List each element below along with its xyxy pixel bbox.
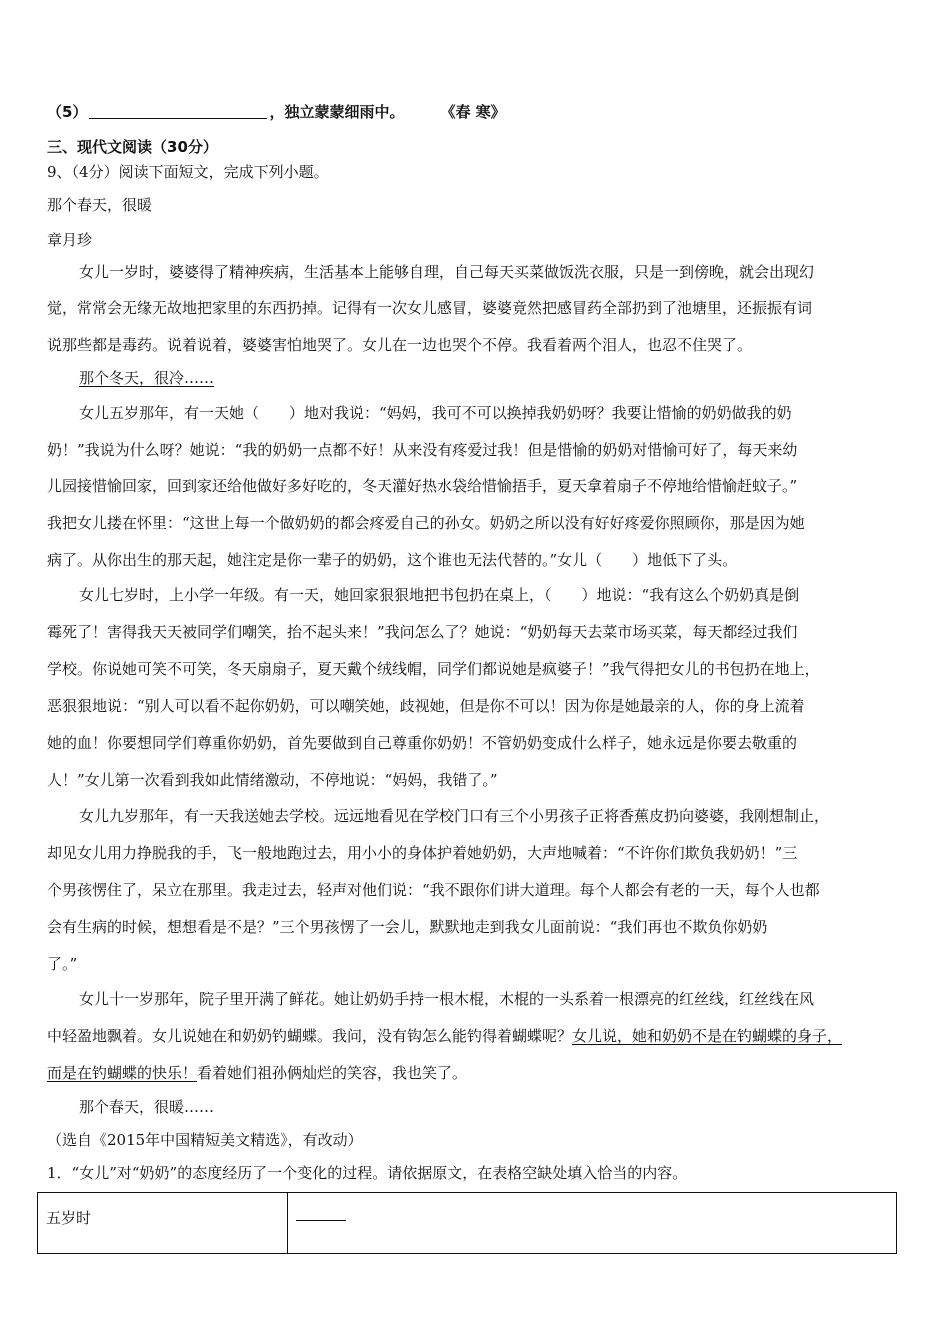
underlined-segment: 女儿说，她和奶奶不是在钓蝴蝶的身子， xyxy=(572,1027,843,1045)
question-9: 9、（4分）阅读下面短文，完成下列小题。 xyxy=(47,163,329,181)
text-line: 儿园接惜愉回家，回到家还给他做好多好吃的，冬天灌好热水袋给惜愉捂手，夏天拿着扇子不停地给惜愉赶蚊子。” xyxy=(47,477,798,495)
text-line: 了。” xyxy=(47,955,78,973)
text-line: 女儿五岁那年，有一天她（ ）地对我说：“妈妈，我可不可以换掉我奶奶呀？我要让惜愉的奶奶做我的奶 xyxy=(79,404,792,422)
q5-number: （5） xyxy=(47,103,88,121)
text-line: 我把女儿搂在怀里：“这世上每一个做奶奶的都会疼爱自己的孙女。奶奶之所以没有好好疼爱你照顾你，那是因为她 xyxy=(47,514,805,532)
text-line: 她的血！你要想同学们尊重你奶奶，首先要做到自己尊重你奶奶！不管奶奶变成什么样子，她永远是你要去敬重的 xyxy=(47,734,798,752)
text-line: 学校。你说她可笑不可笑，冬天扇扇子，夏天戴个绒线帽，同学们都说她是疯婆子！”我气得把女儿的书包扔在地上， xyxy=(47,660,820,678)
text-line: 霉死了！害得我天天被同学们嘲笑，抬不起头来！”我问怎么了？她说：“奶奶每天去菜市场买菜，每天都经过我们 xyxy=(47,623,798,641)
text-line: 人！”女儿第一次看到我如此情绪激动，不停地说：“妈妈，我错了。” xyxy=(47,771,498,789)
text-line: 个男孩愣住了，呆立在那里。我走过去，轻声对他们说：“我不跟你们讲大道理。每个人都会有老的一天，每个人也都 xyxy=(47,881,820,899)
text-line: 却见女儿用力挣脱我的手，飞一般地跑过去，用小小的身体护着她奶奶，大声地喊着：“不许你们欺负我奶奶！”三 xyxy=(47,844,798,862)
underlined-line: 那个冬天，很冷…… xyxy=(79,369,215,387)
text-line: 女儿十一岁那年，院子里开满了鲜花。她让奶奶手持一根木棍，木棍的一头系着一根漂亮的红丝线，红丝线在风 xyxy=(79,990,815,1008)
answer-cell[interactable] xyxy=(288,1193,897,1254)
text-line: 会有生病的时候，想想看是不是？”三个男孩愣了一会儿，默默地走到我女儿面前说：“我们再也不欺负你奶奶 xyxy=(47,918,768,936)
text-segment: 看着她们祖孙俩灿烂的笑容，我也笑了。 xyxy=(197,1064,468,1082)
text-line: 恶狠狠地说：“别人可以看不起你奶奶，可以嘲笑她，歧视她，但是你不可以！因为你是她最亲的人，你的身上流着 xyxy=(47,697,805,715)
q5-source: 《春 寒》 xyxy=(440,103,506,121)
text-line: 女儿七岁时，上小学一年级。有一天，她回家狠狠地把书包扔在桌上，（ ）地说：“我有这么个奶奶真是倒 xyxy=(79,586,800,604)
row-label: 五岁时 xyxy=(38,1193,288,1254)
answer-blank[interactable] xyxy=(296,1208,346,1221)
table-row xyxy=(38,1193,897,1254)
underlined-segment: 而是在钓蝴蝶的快乐！ xyxy=(47,1064,198,1082)
answer-table xyxy=(37,1192,897,1254)
q5-text: ，独立蒙蒙细雨中。 xyxy=(269,103,405,121)
text-line: 女儿九岁那年，有一天我送她去学校。远远地看见在学校门口有三个小男孩子正将香蕉皮扔向婆婆，我刚想制止， xyxy=(79,807,830,825)
sub-question-1: 1．“女儿”对“奶奶”的态度经历了一个变化的过程。请依据原文，在表格空缺处填入恰当的内容。 xyxy=(47,1164,688,1182)
text-segment: 中轻盈地飘着。女儿说她在和奶奶钓蝴蝶。我问，没有钩怎么能钓得着蝴蝶呢？ xyxy=(47,1027,573,1045)
q5-line xyxy=(47,102,506,122)
text-line: 觉，常常会无缘无故地把家里的东西扔掉。记得有一次女儿感冒，婆婆竟然把感冒药全部扔到了池塘里，还振振有词 xyxy=(47,299,813,317)
text-line-mixed xyxy=(47,1063,467,1083)
article-title: 那个春天，很暖 xyxy=(47,196,153,214)
text-line: 病了。从你出生的那天起，她注定是你一辈子的奶奶，这个谁也无法代替的。”女儿（ ）地低下了头。 xyxy=(47,551,738,569)
section-heading: 三、现代文阅读（30分） xyxy=(47,138,218,156)
closing-line: 那个春天，很暖…… xyxy=(79,1098,215,1116)
text-line: 奶！”我说为什么呀？她说：“我的奶奶一点都不好！从来没有疼爱过我！但是惜愉的奶奶对惜愉可好了，每天来幼 xyxy=(47,441,798,459)
text-line: 说那些都是毒药。说着说着，婆婆害怕地哭了。女儿在一边也哭个不停。我看着两个泪人，也忍不住哭了。 xyxy=(47,336,753,354)
answer-blank[interactable] xyxy=(89,103,267,119)
text-line-mixed xyxy=(47,1026,842,1046)
source-note: （选自《2015年中国精短美文精选》，有改动） xyxy=(47,1131,363,1149)
text-line: 女儿一岁时，婆婆得了精神疾病，生活基本上能够自理，自己每天买菜做饭洗衣服，只是一到傍晚，就会出现幻 xyxy=(79,263,815,281)
article-author: 章月珍 xyxy=(47,231,93,249)
